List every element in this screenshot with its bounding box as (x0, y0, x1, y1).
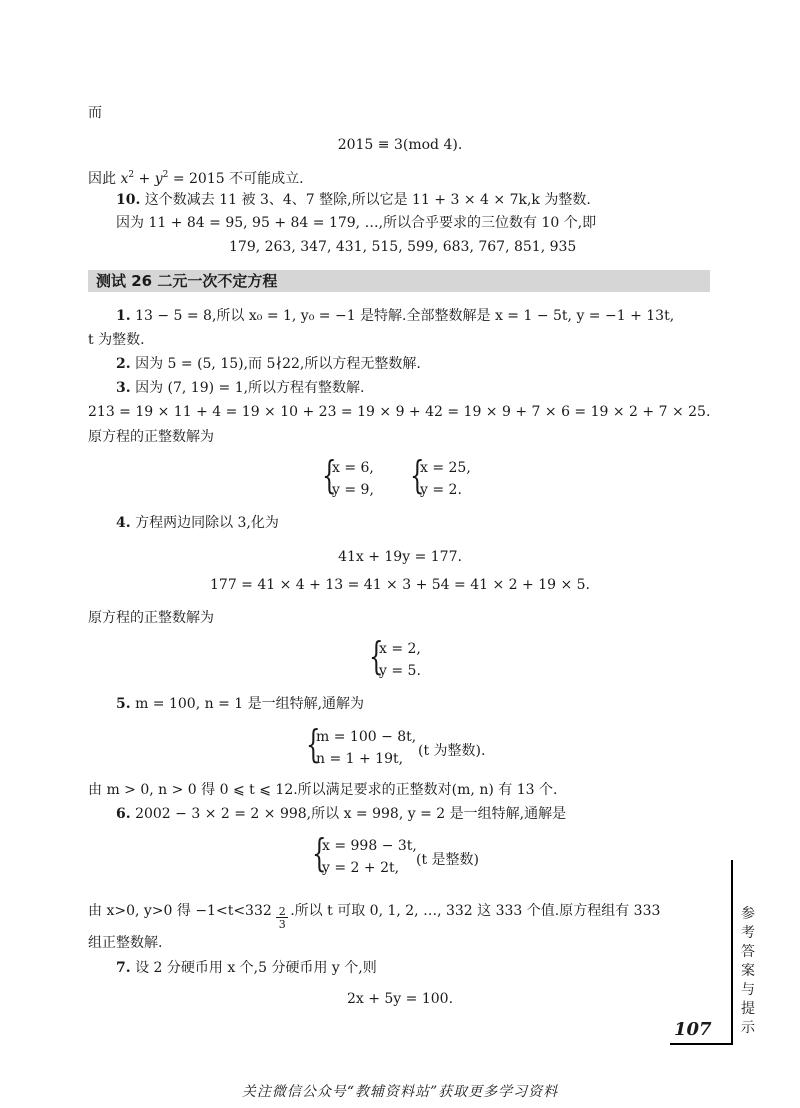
answer-text: 因为 (7, 19) = 1,所以方程有整数解. (130, 380, 365, 396)
text-line: 而 (88, 105, 102, 121)
brace: { (369, 634, 384, 678)
brace: { (312, 831, 327, 875)
equation: 2x + 5y = 100. (346, 991, 454, 1007)
text-line: 因此 $x^2 + y^2 = 2015$ 不可能成立. (88, 170, 304, 187)
text-line: 因为 11 + 84 = 95, 95 + 84 = 179, …,所以合乎要求的三位数有 10 个,即 (116, 215, 597, 231)
equation-system (312, 831, 532, 878)
text-line: 组正整数解. (88, 935, 163, 951)
answer-1 (116, 307, 674, 325)
system-row: x = 998 − 3t, (322, 838, 417, 854)
equation-system (410, 453, 490, 500)
text-line: t 为整数. (88, 332, 145, 348)
answer-text: 这个数减去 11 被 3、4、7 整除,所以它是 11 + 3 × 4 × 7k,k 为整数. (140, 192, 591, 208)
system-row: x = 25, (420, 460, 471, 476)
brace: { (306, 722, 321, 766)
number-list: 179, 263, 347, 431, 515, 599, 683, 767, 851, 935 (229, 239, 577, 255)
answer-text: m = 100, n = 1 是一组特解,通解为 (130, 696, 365, 712)
section-heading (88, 270, 710, 292)
answer-text: 13 − 5 = 8,所以 x₀ = 1, y₀ = −1 是特解.全部整数解是 x = 1 − 5t, y = −1 + 13t, (130, 308, 675, 324)
text-line: 原方程的正整数解为 (88, 429, 214, 445)
equation-system (369, 634, 449, 681)
answer-7 (116, 959, 377, 977)
fraction-denominator: 3 (278, 918, 286, 931)
equation-system (306, 722, 526, 769)
item-number: 1. (116, 308, 131, 324)
answer-10 (116, 191, 591, 209)
text-line: 由 m > 0, n > 0 得 0 ⩽ t ⩽ 12.所以满足要求的正整数对(m, n) 有 13 个. (88, 782, 558, 798)
brace: { (322, 453, 337, 497)
side-section-label: 参考答案与提示 (741, 906, 755, 1036)
text-fragment: 因此 (88, 171, 121, 187)
text-fragment: = 2015 不可能成立. (168, 171, 304, 187)
answer-4 (116, 514, 279, 532)
item-number: 3. (116, 380, 131, 396)
footer-note: 关注微信公众号“教辅资料站”获取更多学习资料 (241, 1084, 559, 1100)
answer-text: 2002 − 3 × 2 = 2 × 998,所以 x = 998, y = 2 是一组特解,通解是 (130, 806, 567, 822)
system-row: y = 2. (420, 482, 462, 498)
item-number: 6. (116, 806, 131, 822)
section-title: 测试 26 二元一次不定方程 (96, 272, 278, 290)
system-note: (t 为整数). (418, 743, 486, 759)
system-row: y = 2 + 2t, (322, 860, 400, 876)
text-fragment: 由 x>0, y>0 得 −1<t<332 (88, 903, 277, 919)
item-number: 10. (116, 192, 141, 208)
answer-3 (116, 379, 365, 397)
item-number: 4. (116, 515, 131, 531)
item-number: 7. (116, 960, 131, 976)
system-row: x = 2, (379, 641, 421, 657)
equation-system (322, 453, 402, 500)
equation-chain: 213 = 19 × 11 + 4 = 19 × 10 + 23 = 19 × 9 + 42 = 19 × 9 + 7 × 6 = 19 × 2 + 7 × 25. (88, 404, 711, 420)
answer-6 (116, 805, 566, 823)
answer-text: 方程两边同除以 3,化为 (130, 515, 279, 531)
text-line: 原方程的正整数解为 (88, 610, 214, 626)
system-row: y = 9, (332, 482, 374, 498)
brace: { (410, 453, 425, 497)
answer-2 (116, 355, 421, 373)
system-row: y = 5. (379, 663, 421, 679)
answer-text: 设 2 分硬币用 x 个,5 分硬币用 y 个,则 (130, 960, 377, 976)
text-line (88, 902, 661, 931)
answer-text: 因为 5 = (5, 15),而 5∤22,所以方程无整数解. (130, 356, 421, 372)
side-rule (731, 860, 733, 1045)
text-fragment: .所以 t 可取 0, 1, 2, …, 332 这 333 个值.原方程组有 333 (290, 903, 661, 919)
equation-chain: 177 = 41 × 4 + 13 = 41 × 3 + 54 = 41 × 2 + 19 × 5. (210, 577, 590, 593)
fraction-numerator: 2 (276, 906, 288, 918)
congruence-equation: 2015 ≡ 3(mod 4). (337, 137, 463, 153)
item-number: 5. (116, 696, 131, 712)
page-number: 107 (674, 1019, 712, 1040)
item-number: 2. (116, 356, 131, 372)
equation: 41x + 19y = 177. (338, 549, 462, 565)
system-row: n = 1 + 19t, (316, 751, 404, 767)
answer-5 (116, 695, 364, 713)
system-note: (t 是整数) (416, 852, 479, 868)
page-rule (670, 1043, 732, 1045)
system-row: x = 6, (332, 460, 374, 476)
system-row: m = 100 − 8t, (316, 729, 417, 745)
